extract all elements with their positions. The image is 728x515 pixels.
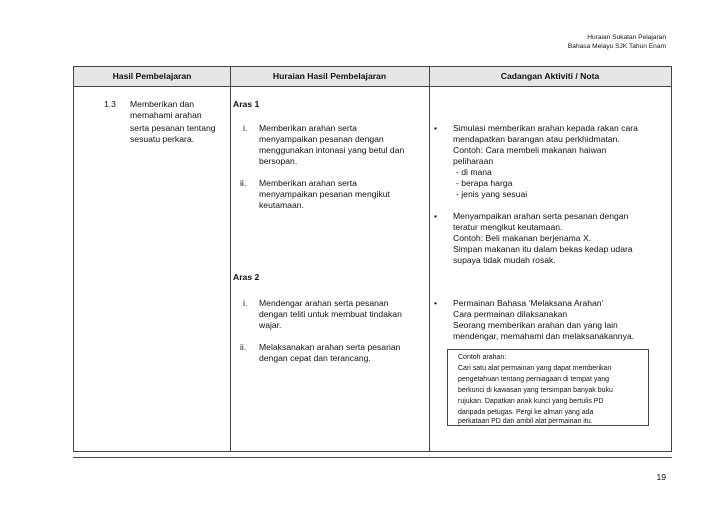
level-2-item-line: Mendengar arahan serta pesanan — [259, 298, 389, 308]
bullet-icon: • — [434, 123, 438, 133]
activity-line: Simpan makanan itu dalam bekas kedap udara — [453, 244, 633, 254]
learning-outcome-number: 1.3 — [104, 99, 116, 109]
activity-sub-line: - jenis yang sesuai — [456, 189, 528, 199]
level-1-item-line: menggunakan intonasi yang betul dan — [259, 145, 405, 155]
level-2-item-number: i. — [243, 298, 248, 308]
level-2-heading: Aras 2 — [233, 272, 260, 282]
learning-outcome-line: sesuatu perkara. — [130, 134, 195, 144]
level-1-item-number: i. — [243, 123, 248, 133]
learning-outcome-line: serta pesanan tentang — [130, 123, 216, 133]
bullet-icon: • — [434, 298, 438, 308]
note-line: rujukan. Dapatkan anak kunci yang bertulis PD — [458, 398, 604, 405]
learning-outcome-line: memahami arahan — [130, 110, 202, 120]
page-number: 19 — [656, 472, 666, 482]
column-header-hasil: Hasil Pembelajaran — [112, 71, 192, 81]
level-1-item-line: menyampaikan pesanan mengikut — [259, 189, 390, 199]
level-1-item-line: bersopan. — [259, 156, 298, 166]
footer-divider — [73, 457, 672, 458]
bullet-icon: • — [434, 211, 438, 221]
note-line: berkunci di kawasan yang tersimpan banyak buku — [458, 387, 613, 394]
level-2-item-number: ii. — [240, 342, 247, 352]
note-line: daripada petugas. Pergi ke almari yang ada — [458, 409, 594, 416]
learning-outcome-line: Memberikan dan — [130, 99, 195, 109]
level-1-item-number: ii. — [240, 178, 247, 188]
column-header-huraian: Huraian Hasil Pembelajaran — [272, 71, 387, 81]
activity-line: Permainan Bahasa ‘Melaksana Arahan’ — [453, 298, 604, 308]
activity-line: peliharaan — [453, 156, 494, 166]
column-divider — [429, 67, 430, 451]
activity-line: mendapatkan barangan atau perkhidmatan. — [453, 134, 620, 144]
activity-line: Seorang memberikan arahan dan yang lain — [453, 320, 618, 330]
note-line: Contoh arahan: — [458, 354, 507, 361]
level-1-item-line: Memberikan arahan serta — [259, 178, 357, 188]
level-2-item-line: dengan teliti untuk membuat tindakan — [259, 309, 402, 319]
level-2-item-line: wajar. — [259, 320, 282, 330]
activity-line: Cara permainan dilaksanakan — [453, 309, 568, 319]
column-divider — [230, 67, 231, 451]
note-line: Cari satu alat permainan yang dapat memberikan — [458, 365, 612, 372]
level-1-item-line: keutamaan. — [259, 200, 304, 210]
header-document-subtitle: Bahasa Melayu SJK Tahun Enam — [567, 43, 666, 50]
activity-line: Simulasi memberikan arahan kepada rakan cara — [453, 123, 638, 133]
activity-line: mendengar, memahami dan melaksanakannya. — [453, 331, 635, 341]
level-2-item-line: Melaksanakan arahan serta pesanan — [259, 342, 401, 352]
activity-line: Contoh: Cara membeli makanan haiwan — [453, 145, 607, 155]
activity-line: Contoh: Beli makanan berjenama X. — [453, 233, 592, 243]
level-1-item-line: menyampaikan pesanan dengan — [259, 134, 384, 144]
activity-sub-line: - di mana — [456, 167, 492, 177]
activity-sub-line: - berapa harga — [456, 178, 513, 188]
note-line: perkataan PD dan ambil alat permainan itu. — [458, 418, 593, 425]
note-line: pengetahuan tentang perniagaan di tempat yang — [458, 376, 610, 383]
activity-line: Menyampaikan arahan serta pesanan dengan — [453, 211, 629, 221]
column-header-cadangan: Cadangan Aktiviti / Nota — [500, 71, 600, 81]
activity-line: supaya tidak mudah rosak. — [453, 255, 556, 265]
level-2-item-line: dengan cepat dan terancang. — [259, 353, 371, 363]
level-1-item-line: Memberikan arahan serta — [259, 123, 357, 133]
level-1-heading: Aras 1 — [233, 99, 260, 109]
header-document-title: Huraian Sukatan Pelajaran — [587, 34, 666, 41]
activity-line: teratur mengikut keutamaan. — [453, 222, 563, 232]
